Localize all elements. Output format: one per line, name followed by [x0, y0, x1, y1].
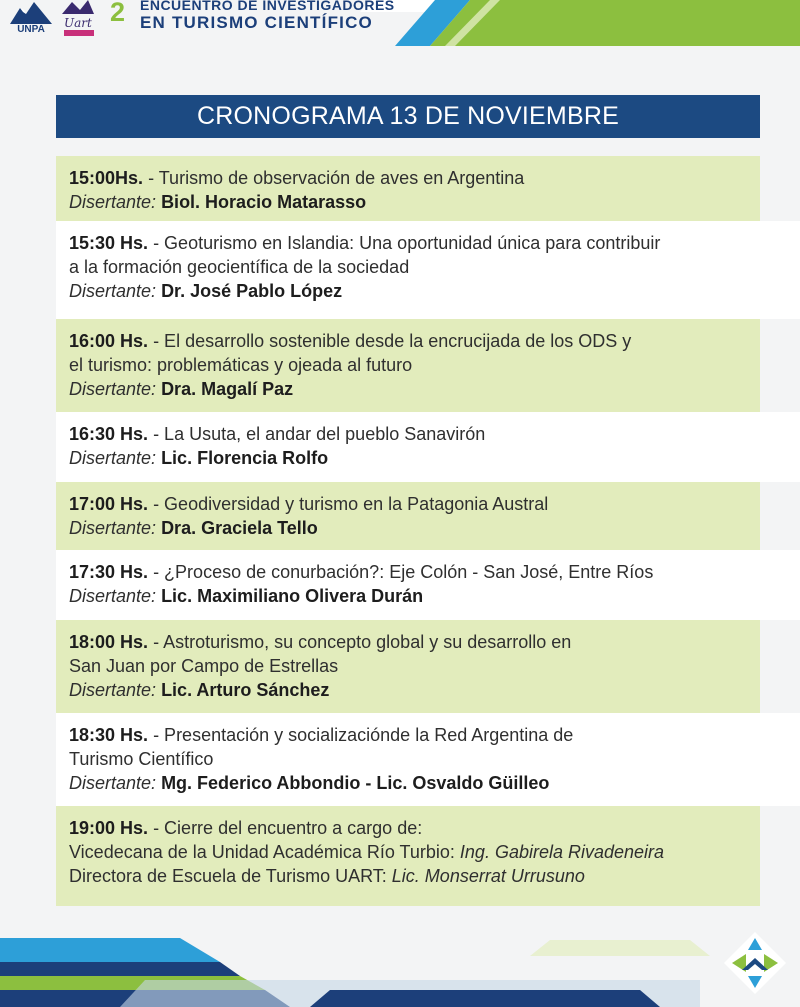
schedule-item — [56, 550, 800, 620]
speaker-name: Mg. Federico Abbondio - Lic. Osvaldo Güilleo — [161, 773, 550, 793]
speaker-label: Disertante: — [69, 680, 157, 700]
schedule-item — [56, 620, 760, 713]
item-time: 18:00 Hs. — [69, 632, 149, 652]
schedule-item — [56, 412, 800, 482]
uart-logo — [60, 0, 96, 40]
speaker-label: Disertante: — [69, 379, 157, 399]
item-talk: - El desarrollo sostenible desde la encrucijada de los ODS y — [148, 331, 632, 351]
schedule-item — [56, 482, 760, 550]
speaker-name: Lic. Maximiliano Olivera Durán — [161, 586, 424, 606]
event-title — [140, 0, 395, 31]
speaker-label: Disertante: — [69, 773, 157, 793]
speaker-label: Disertante: — [69, 281, 157, 301]
item-talk-cont: el turismo: problemáticas y ojeada al futuro — [69, 355, 413, 375]
speaker-name: Dr. José Pablo López — [161, 281, 343, 301]
event-title-line1: ENCUENTRO DE INVESTIGADORES — [140, 0, 395, 13]
item-talk: - Presentación y socializaciónde la Red Argentina de — [148, 725, 574, 745]
speaker-name: Lic. Arturo Sánchez — [161, 680, 330, 700]
item-talk: - ¿Proceso de conurbación?: Eje Colón - San José, Entre Ríos — [148, 562, 654, 582]
item-time: 17:00 Hs. — [69, 494, 149, 514]
item-talk: - Turismo de observación de aves en Argentina — [143, 168, 525, 188]
unpa-logo — [10, 0, 52, 40]
item-time: 15:30 Hs. — [69, 233, 149, 253]
schedule-item — [56, 221, 800, 319]
speaker-label: Disertante: — [69, 192, 157, 212]
uart-logo-text: Uart — [64, 16, 92, 30]
speaker-name: Dra. Graciela Tello — [161, 518, 318, 538]
event-emblem-icon — [722, 930, 788, 996]
event-number: 2 — [110, 0, 126, 27]
speaker-name: Lic. Florencia Rolfo — [161, 448, 329, 468]
schedule-item — [56, 713, 800, 806]
item-time: 19:00 Hs. — [69, 818, 149, 838]
item-time: 18:30 Hs. — [69, 725, 149, 745]
item-talk: - Geodiversidad y turismo en la Patagonia Austral — [148, 494, 549, 514]
speaker-label: Disertante: — [69, 586, 157, 606]
speaker-label: Disertante: — [69, 518, 157, 538]
item-time: 15:00Hs. — [69, 168, 144, 188]
item-talk-cont: Turismo Científico — [69, 749, 214, 769]
speaker-name: Biol. Horacio Matarasso — [161, 192, 367, 212]
event-header — [0, 0, 800, 60]
schedule-list — [56, 156, 800, 906]
item-time: 16:30 Hs. — [69, 424, 149, 444]
schedule-item — [56, 806, 760, 906]
item-talk: - Cierre del encuentro a cargo de: — [148, 818, 423, 838]
item-talk: - Geoturismo en Islandia: Una oportunidad única para contribuir — [148, 233, 661, 253]
unpa-logo-text: UNPA — [17, 24, 45, 35]
closing-line-name: Lic. Monserrat Urrusuno — [391, 866, 585, 886]
speaker-name: Dra. Magalí Paz — [161, 379, 294, 399]
item-talk: - La Usuta, el andar del pueblo Sanavirón — [148, 424, 486, 444]
item-time: 17:30 Hs. — [69, 562, 149, 582]
schedule-item — [56, 156, 760, 221]
item-talk: - Astroturismo, su concepto global y su desarrollo en — [148, 632, 572, 652]
item-time: 16:00 Hs. — [69, 331, 149, 351]
schedule-item — [56, 319, 760, 412]
event-title-line2: EN TURISMO CIENTÍFICO — [140, 13, 373, 32]
closing-line-prefix: Directora de Escuela de Turismo UART: — [69, 866, 392, 886]
mountain-icon — [10, 0, 52, 24]
closing-line-name: Ing. Gabirela Rivadeneira — [459, 842, 665, 862]
schedule-title: CRONOGRAMA 13 DE NOVIEMBRE — [56, 95, 760, 138]
item-talk-cont: a la formación geocientífica de la sociedad — [69, 257, 410, 277]
speaker-label: Disertante: — [69, 448, 157, 468]
item-talk-cont: San Juan por Campo de Estrellas — [69, 656, 339, 676]
closing-line-prefix: Vicedecana de la Unidad Académica Río Turbio: — [69, 842, 460, 862]
